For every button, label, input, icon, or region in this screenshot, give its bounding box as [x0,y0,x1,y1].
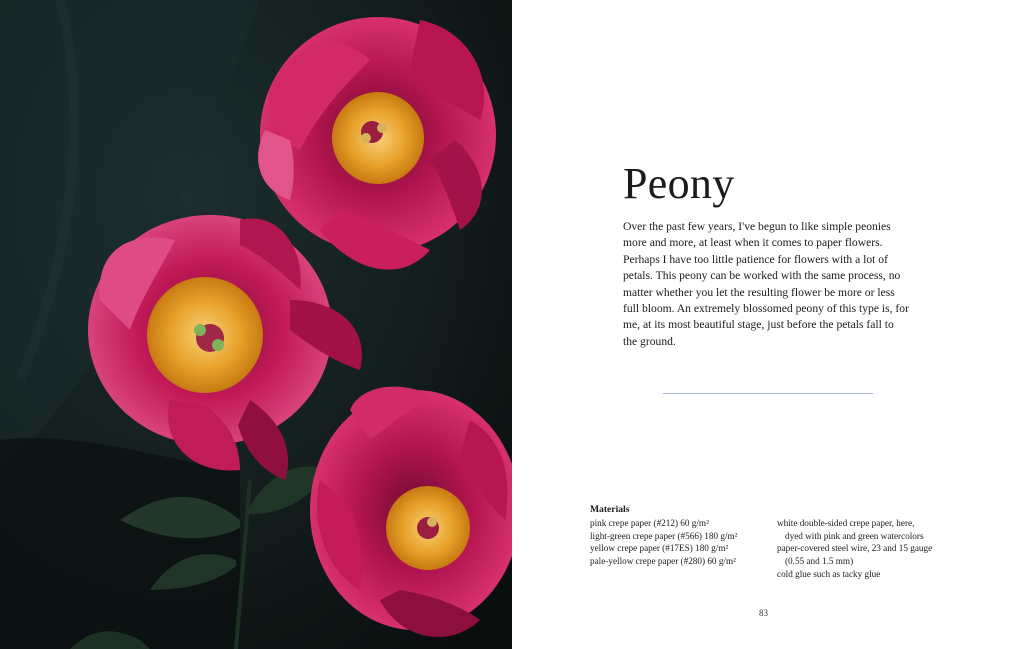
intro-line: me, at its most beautiful stage, just before the petals fall to [623,318,894,332]
material-item: white double-sided crepe paper, here, [777,517,915,528]
intro-line: petals. This peony can be worked with the same process, no [623,269,901,283]
materials-heading: Materials [590,504,630,515]
intro-paragraph [623,219,928,350]
text-page [512,0,1024,649]
intro-line: Perhaps I have too little patience for flowers with a lot of [623,252,888,266]
material-item: paper-covered steel wire, 23 and 15 gauge [777,543,933,554]
material-item: cold glue such as tacky glue [777,568,881,579]
page-number: 83 [759,608,768,618]
material-item: pale-yellow crepe paper (#280) 60 g/m² [590,556,736,567]
material-item: dyed with pink and green watercolors [785,530,924,541]
materials-section [590,504,990,579]
intro-line: Over the past few years, I've begun to like simple peonies [623,220,891,233]
intro-line: more and more, at least when it comes to paper flowers. [623,236,883,250]
materials-list-right [777,517,987,581]
intro-line: full bloom. An extremely blossomed peony of this type is, for [623,302,909,316]
divider-rule [663,393,873,394]
material-item: light-green crepe paper (#566) 180 g/m² [590,530,738,541]
materials-list-left [590,517,780,568]
page-title: Peony [623,159,735,208]
material-item: pink crepe paper (#212) 60 g/m² [590,517,709,528]
intro-line: the ground. [623,334,676,348]
intro-line: matter whether you let the resulting flower be more or less [623,285,895,299]
material-item: (0.55 and 1.5 mm) [785,556,854,567]
material-item: yellow crepe paper (#17ES) 180 g/m² [590,543,729,554]
